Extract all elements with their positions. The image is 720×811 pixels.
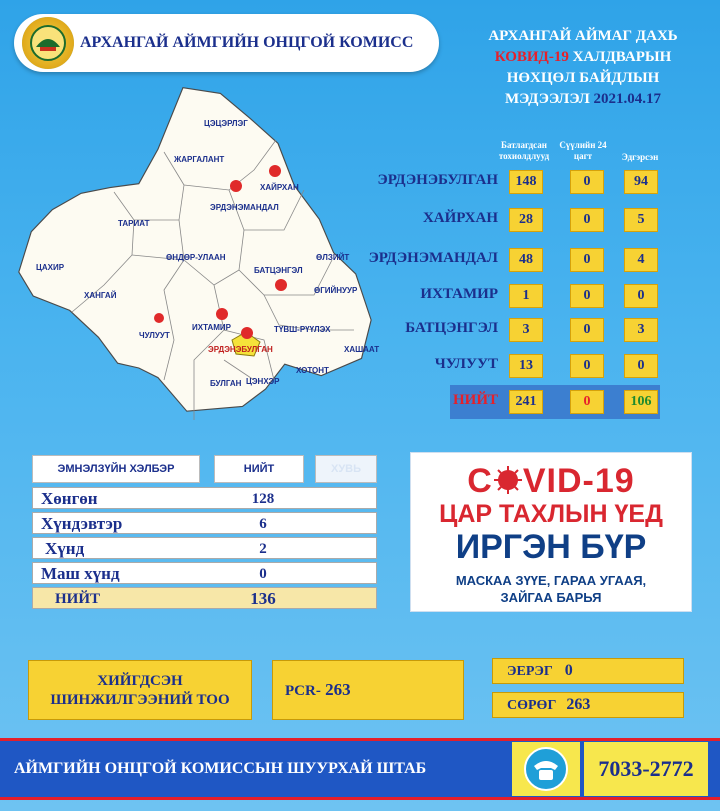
map-label: ТАРИАТ [118, 219, 150, 228]
case-marker [275, 279, 287, 291]
map-label: ХАНГАЙ [84, 291, 117, 300]
clinical-head-total: НИЙТ [214, 455, 304, 483]
map-label: ӨГИЙНУУР [314, 286, 358, 295]
col-head-last24: Сүүлийн 24 цагт [559, 140, 607, 161]
map-label: ЧУЛУУТ [139, 331, 170, 340]
info-line-4-text: МЭДЭЭЛЭЛ [505, 91, 590, 107]
stats-confirmed-cell: 1 [509, 284, 543, 308]
clinical-row [32, 487, 377, 509]
map-label: ЦАХИР [36, 263, 65, 272]
stats-confirmed-cell: 148 [509, 170, 543, 194]
tests-label-box [28, 660, 252, 720]
stats-last24-cell: 0 [570, 354, 604, 378]
tests-label-line-2: ШИНЖИЛГЭЭНИЙ ТОО [50, 692, 230, 708]
stats-recovered-cell: 0 [624, 284, 658, 308]
stats-row-label: БАТЦЭНГЭЛ [405, 320, 498, 336]
covid-rest: VID-19 [522, 462, 635, 500]
clinical-row [32, 562, 377, 584]
stats-row-label: ИХТАМИР [420, 286, 498, 302]
stats-recovered-cell: 0 [624, 354, 658, 378]
covid-name: КОВИД-19 [494, 49, 569, 65]
province-map [14, 80, 380, 435]
clinical-row-label: Маш хүнд [41, 564, 120, 583]
emblem-icon [22, 17, 74, 69]
banner-slogan [410, 572, 692, 606]
clinical-head-extra: ХУВЬ [315, 455, 377, 483]
clinical-row-value: 0 [259, 566, 267, 582]
map-label: ХАШААТ [344, 345, 380, 354]
clinical-total-label: НИЙТ [55, 591, 101, 607]
clinical-row-value: 2 [259, 541, 267, 557]
map-label: ЦЭЦЭРЛЭГ [204, 119, 248, 128]
stats-last24-cell: 0 [570, 248, 604, 272]
negative-value: 263 [566, 696, 591, 713]
clinical-row-label: Хөнгөн [41, 489, 98, 508]
total-recovered: 106 [624, 390, 658, 414]
clinical-head-form: ЭМНЭЛЗҮЙН ХЭЛБЭР [32, 455, 200, 483]
stats-row-label: ХАЙРХАН [422, 210, 498, 226]
col-head-recovered: Эдгэрсэн [621, 152, 659, 162]
report-date: 2021.04.17 [593, 91, 661, 107]
stats-confirmed-cell: 13 [509, 354, 543, 378]
total-confirmed: 241 [509, 390, 543, 414]
map-outline [19, 88, 371, 412]
map-label: ТҮВШ-РҮҮЛЭХ [274, 325, 331, 334]
stats-recovered-cell: 5 [624, 208, 658, 232]
info-line-1: АРХАНГАЙ АЙМАГ ДАХЬ [488, 28, 678, 44]
pcr-box [272, 660, 464, 720]
case-marker [230, 180, 242, 192]
negative-box [492, 692, 684, 718]
map-label: ӨНДӨР-УЛААН [166, 253, 226, 262]
tests-label-line-1: ХИЙГДСЭН [97, 673, 183, 689]
clinical-row-label: Хүнд [45, 539, 85, 558]
stats-confirmed-cell: 48 [509, 248, 543, 272]
case-marker [241, 327, 253, 339]
stats-recovered-cell: 4 [624, 248, 658, 272]
map-label: ӨЛЗИЙТ [316, 253, 350, 262]
col-head-confirmed: Батлагдсан тохиолдлууд [498, 140, 550, 161]
case-marker [216, 308, 228, 320]
info-line-2 [462, 47, 704, 68]
stats-recovered-cell: 3 [624, 318, 658, 342]
stats-last24-cell: 0 [570, 170, 604, 194]
stats-last24-cell: 0 [570, 284, 604, 308]
clinical-row-value: 128 [251, 491, 275, 507]
positive-box [492, 658, 684, 684]
virus-icon [493, 465, 523, 495]
map-label: ЦЭНХЭР [246, 377, 280, 386]
negative-label: СӨРӨГ [507, 698, 557, 713]
covid-banner-title [410, 462, 692, 501]
banner-line-4: МАСКАА ЗҮҮЕ, ГАРАА УГААЯ, [455, 573, 647, 588]
case-marker [269, 165, 281, 177]
info-line-4 [462, 89, 704, 110]
clinical-row [32, 537, 377, 559]
clinical-total-value: 136 [250, 589, 276, 608]
banner-line-5: ЗАЙГАА БАРЬЯ [500, 590, 602, 605]
stats-last24-cell: 0 [570, 208, 604, 232]
info-line-3: НӨХЦӨЛ БАЙДЛЫН [506, 70, 660, 86]
info-line-2-rest: ХАЛДВАРЫН [572, 49, 672, 65]
stats-row-label: ЧУЛУУТ [434, 356, 498, 372]
map-label: ХОТОНТ [296, 366, 329, 375]
total-last24: 0 [570, 390, 604, 414]
aimag-emblem-icon [22, 17, 74, 69]
stats-confirmed-cell: 3 [509, 318, 543, 342]
positive-value: 0 [564, 662, 573, 679]
banner-line-2: ЦАР ТАХЛЫН ҮЕД [439, 500, 663, 528]
case-marker [154, 313, 164, 323]
stats-row-label: ЭРДЭНЭБУЛГАН [377, 172, 498, 188]
banner-line-3: ИРГЭН БҮР [455, 528, 647, 566]
stats-last24-cell: 0 [570, 318, 604, 342]
phone-icon-box [512, 742, 580, 796]
map-label: ХАЙРХАН [260, 183, 299, 192]
total-row-label: НИЙТ [452, 392, 498, 408]
map-label: БУЛГАН [210, 379, 242, 388]
org-title: АРХАНГАЙ АЙМГИЙН ОНЦГОЙ КОМИСС [80, 34, 414, 51]
stats-row-label: ЭРДЭНЭМАНДАЛ [368, 250, 498, 266]
clinical-row [32, 512, 377, 534]
map-label: ИХТАМИР [192, 323, 231, 332]
stats-confirmed-cell: 28 [509, 208, 543, 232]
clinical-row-value: 6 [259, 516, 267, 532]
clinical-total-row [32, 587, 377, 609]
map-label: БАТЦЭНГЭЛ [254, 266, 303, 275]
map-label: ЭРДЭНЭМАНДАЛ [210, 203, 279, 212]
positive-label: ЭЕРЭГ [507, 664, 553, 679]
pcr-label: PCR- [285, 683, 321, 699]
map-label: ЭРДЭНЭБУЛГАН [208, 345, 273, 354]
footer-title: АЙМГИЙН ОНЦГОЙ КОМИССЫН ШУУРХАЙ ШТАБ [14, 760, 427, 777]
clinical-row-label: Хүндэвтэр [41, 514, 123, 533]
pcr-value: 263 [325, 680, 351, 699]
info-title [462, 26, 704, 110]
stats-recovered-cell: 94 [624, 170, 658, 194]
phone-number: 7033-2772 [584, 742, 708, 796]
covid-c: C [467, 462, 493, 500]
phone-icon [512, 742, 580, 796]
map-label: ЖАРГАЛАНТ [174, 155, 225, 164]
